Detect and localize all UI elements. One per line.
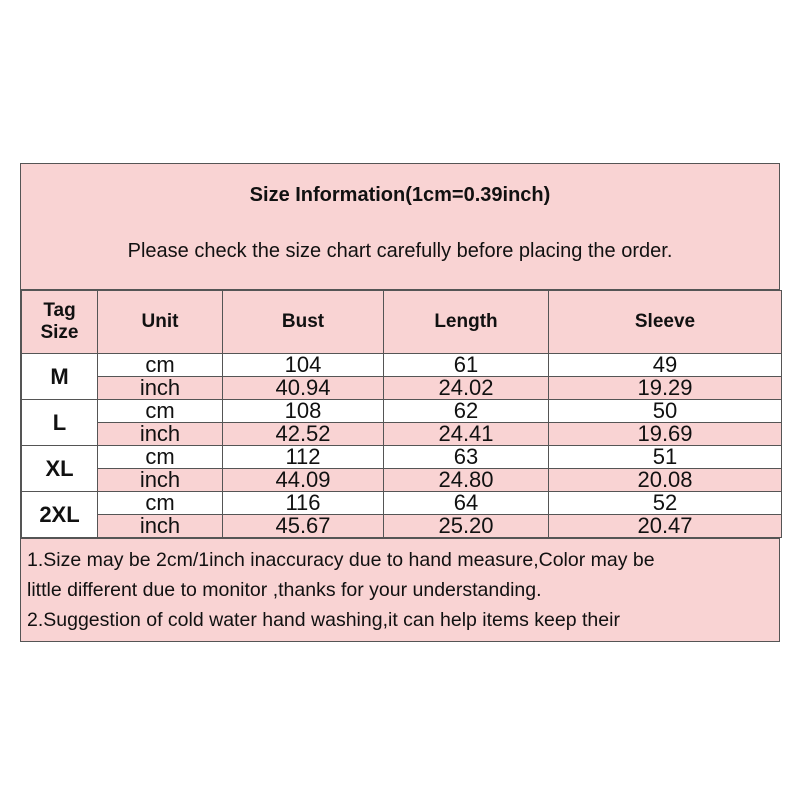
length-cell: 24.41 <box>384 423 549 446</box>
unit-cell: inch <box>98 377 223 400</box>
bust-cell: 40.94 <box>223 377 384 400</box>
chart-title: Size Information(1cm=0.39inch) <box>249 184 551 206</box>
chart-header <box>21 164 779 290</box>
table-row <box>22 492 782 515</box>
length-cell: 61 <box>384 354 549 377</box>
sleeve-cell: 20.47 <box>549 515 782 538</box>
length-cell: 24.02 <box>384 377 549 400</box>
note-line: 1.Size may be 2cm/1inch inaccuracy due to hand measure,Color may be <box>27 549 655 571</box>
size-label: M <box>22 354 98 400</box>
bust-cell: 44.09 <box>223 469 384 492</box>
sleeve-cell: 20.08 <box>549 469 782 492</box>
size-chart <box>20 163 780 642</box>
bust-cell: 116 <box>223 492 384 515</box>
unit-cell: cm <box>98 446 223 469</box>
chart-subtitle: Please check the size chart carefully before placing the order. <box>127 240 673 262</box>
size-table <box>21 290 782 538</box>
bust-cell: 42.52 <box>223 423 384 446</box>
unit-cell: inch <box>98 423 223 446</box>
unit-cell: cm <box>98 492 223 515</box>
size-label: XL <box>22 446 98 492</box>
sleeve-cell: 52 <box>549 492 782 515</box>
sleeve-cell: 19.69 <box>549 423 782 446</box>
note-line: 2.Suggestion of cold water hand washing,it can help items keep their <box>27 609 620 631</box>
unit-cell: cm <box>98 354 223 377</box>
unit-cell: inch <box>98 515 223 538</box>
bust-cell: 45.67 <box>223 515 384 538</box>
table-row <box>22 423 782 446</box>
size-label: L <box>22 400 98 446</box>
column-header-bust: Bust <box>223 291 384 354</box>
unit-cell: inch <box>98 469 223 492</box>
column-header-tag-size: Tag Size <box>22 291 98 354</box>
table-header-row <box>22 291 782 354</box>
sleeve-cell: 51 <box>549 446 782 469</box>
size-label: 2XL <box>22 492 98 538</box>
length-cell: 63 <box>384 446 549 469</box>
column-header-unit: Unit <box>98 291 223 354</box>
column-header-length: Length <box>384 291 549 354</box>
unit-cell: cm <box>98 400 223 423</box>
sleeve-cell: 49 <box>549 354 782 377</box>
sleeve-cell: 19.29 <box>549 377 782 400</box>
table-row <box>22 446 782 469</box>
note-line: little different due to monitor ,thanks for your understanding. <box>27 579 542 601</box>
bust-cell: 104 <box>223 354 384 377</box>
table-row <box>22 400 782 423</box>
length-cell: 24.80 <box>384 469 549 492</box>
table-row <box>22 469 782 492</box>
length-cell: 64 <box>384 492 549 515</box>
length-cell: 25.20 <box>384 515 549 538</box>
bust-cell: 112 <box>223 446 384 469</box>
bust-cell: 108 <box>223 400 384 423</box>
table-row <box>22 515 782 538</box>
length-cell: 62 <box>384 400 549 423</box>
column-header-sleeve: Sleeve <box>549 291 782 354</box>
sleeve-cell: 50 <box>549 400 782 423</box>
table-row <box>22 354 782 377</box>
notes-block <box>21 538 779 641</box>
table-row <box>22 377 782 400</box>
